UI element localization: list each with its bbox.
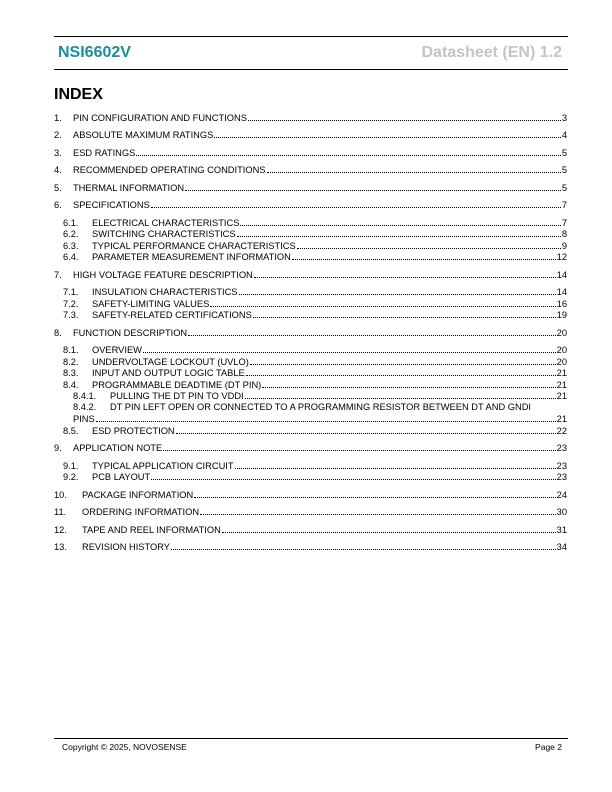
toc-entry-title: UNDERVOLTAGE LOCKOUT (UVLO) <box>92 357 249 367</box>
dot-leader <box>136 147 560 156</box>
document-version: Datasheet (EN) 1.2 <box>421 44 562 61</box>
toc-entry-number: 7.3. <box>63 310 79 320</box>
toc-entry-title: INPUT AND OUTPUT LOGIC TABLE <box>92 368 245 378</box>
toc-entry-11[interactable] <box>54 506 567 518</box>
toc-entry-number: 8.1. <box>63 345 79 355</box>
footer-rule <box>54 738 568 739</box>
toc-entry-title: DT PIN LEFT OPEN OR CONNECTED TO A PROGRAMMING RESISTOR BETWEEN DT AND GNDI <box>110 402 532 412</box>
dot-leader <box>239 286 556 295</box>
toc-entry-10[interactable] <box>54 489 567 501</box>
dot-leader <box>254 269 556 278</box>
toc-entry-page: 20 <box>556 328 567 338</box>
toc-entry-8-5[interactable] <box>63 425 567 437</box>
toc-entry-number: 7. <box>54 270 62 280</box>
dot-leader <box>194 489 555 498</box>
toc-entry-title: THERMAL INFORMATION <box>73 183 185 193</box>
toc-entry-page: 24 <box>556 490 567 500</box>
toc-entry-title: ELECTRICAL CHARACTERISTICS <box>92 218 240 228</box>
toc-entry-title: PARAMETER MEASUREMENT INFORMATION <box>92 252 291 262</box>
toc-entry-page: 3 <box>561 113 567 123</box>
toc-entry-number: 5. <box>54 183 62 193</box>
toc-entry-title: SPECIFICATIONS <box>73 200 150 210</box>
toc-entry-page: 14 <box>556 270 567 280</box>
toc-entry-number: 8. <box>54 328 62 338</box>
toc-entry-page: 5 <box>561 165 567 175</box>
toc-entry-title: PROGRAMMABLE DEADTIME (DT PIN) <box>92 380 262 390</box>
toc-entry-number: 9.2. <box>63 472 79 482</box>
toc-entry-title: ESD PROTECTION <box>92 426 175 436</box>
dot-leader <box>151 199 561 208</box>
toc-entry-title: ESD RATINGS <box>73 148 136 158</box>
dot-leader <box>248 112 561 121</box>
toc-entry-number: 9.1. <box>63 461 79 471</box>
toc-entry-number: 6.1. <box>63 218 79 228</box>
toc-entry-page: 7 <box>561 200 567 210</box>
dot-leader <box>245 390 556 399</box>
toc-entry-title: APPLICATION NOTE <box>73 443 163 453</box>
toc-entry-number: 4. <box>54 165 62 175</box>
toc-entry-title: HIGH VOLTAGE FEATURE DESCRIPTION <box>73 270 253 280</box>
toc-entry-page: 19 <box>556 310 567 320</box>
dot-leader <box>143 344 556 353</box>
product-name: NSI6602V <box>58 44 131 61</box>
toc-entry-title: TAPE AND REEL INFORMATION <box>82 525 221 535</box>
toc-entry-title-continued: PINS <box>73 414 95 424</box>
toc-entry-9-2[interactable] <box>63 471 567 483</box>
toc-entry-title: PCB LAYOUT <box>92 472 151 482</box>
dot-leader <box>210 298 555 307</box>
page-number: Page 2 <box>535 742 562 752</box>
toc-entry-13[interactable] <box>54 541 567 553</box>
header-top-rule <box>54 36 568 37</box>
toc-entry-number: 1. <box>54 113 62 123</box>
toc-entry-page: 21 <box>556 391 567 401</box>
header-bottom-rule <box>54 69 568 70</box>
toc-entry-page: 9 <box>561 241 567 251</box>
toc-entry-number: 8.4.1. <box>73 391 97 401</box>
dot-leader <box>237 228 561 237</box>
dot-leader <box>96 413 556 422</box>
toc-entry-title: REVISION HISTORY <box>82 542 170 552</box>
toc-entry-page: 21 <box>556 368 567 378</box>
toc-entry-number: 6.2. <box>63 229 79 239</box>
toc-entry-number: 13. <box>54 542 67 552</box>
toc-entry-title: ABSOLUTE MAXIMUM RATINGS <box>73 130 214 140</box>
toc-entry-12[interactable] <box>54 524 567 536</box>
toc-entry-title: TYPICAL PERFORMANCE CHARACTERISTICS <box>92 241 296 251</box>
toc-entry-title: SWITCHING CHARACTERISTICS <box>92 229 236 239</box>
dot-leader <box>151 471 555 480</box>
index-title: INDEX <box>54 86 103 103</box>
toc-entry-8-4-2[interactable] <box>73 402 531 413</box>
toc-entry-8-3[interactable] <box>63 367 567 379</box>
toc-entry-page: 20 <box>556 345 567 355</box>
dot-leader <box>171 541 556 550</box>
toc-entry-number: 2. <box>54 130 62 140</box>
dot-leader <box>292 251 556 260</box>
dot-leader <box>214 129 560 138</box>
toc-entry-number: 8.3. <box>63 368 79 378</box>
dot-leader <box>240 217 560 226</box>
dot-leader <box>163 442 555 451</box>
toc-entry-number: 7.2. <box>63 299 79 309</box>
toc-entry-page: 34 <box>556 542 567 552</box>
toc-entry-number: 12. <box>54 525 67 535</box>
toc-entry-page: 21 <box>556 414 567 424</box>
toc-entry-page: 8 <box>561 229 567 239</box>
toc-entry-page: 12 <box>556 252 567 262</box>
dot-leader <box>185 182 561 191</box>
toc-entry-number: 7.1. <box>63 287 79 297</box>
toc-entry-title: SAFETY-LIMITING VALUES <box>92 299 210 309</box>
toc-entry-number: 10. <box>54 490 67 500</box>
toc-entry-number: 6. <box>54 200 62 210</box>
toc-entry-page: 23 <box>556 472 567 482</box>
toc-entry-6[interactable] <box>54 199 567 211</box>
toc-entry-number: 8.5. <box>63 426 79 436</box>
dot-leader <box>297 240 561 249</box>
toc-entry-number: 9. <box>54 443 62 453</box>
toc-entry-number: 6.4. <box>63 252 79 262</box>
toc-entry-title: ORDERING INFORMATION <box>82 507 200 517</box>
toc-entry-5[interactable] <box>54 182 567 194</box>
dot-leader <box>267 164 561 173</box>
toc-entry-title: RECOMMENDED OPERATING CONDITIONS <box>73 165 266 175</box>
dot-leader <box>235 460 556 469</box>
toc-entry-title: SAFETY-RELATED CERTIFICATIONS <box>92 310 252 320</box>
toc-entry-page: 5 <box>561 183 567 193</box>
toc-entry-7-1[interactable] <box>63 286 567 298</box>
dot-leader <box>253 309 556 318</box>
toc-entry-8[interactable] <box>54 327 567 339</box>
toc-entry-number: 3. <box>54 148 62 158</box>
toc-entry-title: PIN CONFIGURATION AND FUNCTIONS <box>73 113 247 123</box>
toc-entry-title: PULLING THE DT PIN TO VDDI <box>110 391 244 401</box>
toc-entry-title: INSULATION CHARACTERISTICS <box>92 287 238 297</box>
toc-entry-number: 6.3. <box>63 241 79 251</box>
toc-entry-number: 11. <box>54 507 67 517</box>
copyright-notice: Copyright © 2025, NOVOSENSE <box>62 742 187 752</box>
toc-entry-2[interactable] <box>54 129 567 141</box>
toc-entry-page: 21 <box>556 380 567 390</box>
toc-entry-page: 22 <box>556 426 567 436</box>
toc-entry-8-4-1[interactable] <box>73 390 567 402</box>
toc-entry-page: 4 <box>561 130 567 140</box>
toc-entry-9[interactable] <box>54 442 567 454</box>
toc-entry-page: 23 <box>556 443 567 453</box>
toc-entry-page: 20 <box>556 357 567 367</box>
dot-leader <box>176 425 556 434</box>
toc-entry-3[interactable] <box>54 147 567 159</box>
toc-entry-6-4[interactable] <box>63 251 567 263</box>
toc-entry-page: 31 <box>556 525 567 535</box>
dot-leader <box>262 379 555 388</box>
dot-leader <box>222 524 556 533</box>
toc-entry-page: 5 <box>561 148 567 158</box>
dot-leader <box>246 367 556 376</box>
toc-entry-1[interactable] <box>54 112 567 124</box>
dot-leader <box>250 356 556 365</box>
toc-entry-page: 7 <box>561 218 567 228</box>
dot-leader <box>188 327 556 336</box>
toc-entry-page: 23 <box>556 461 567 471</box>
toc-entry-title: OVERVIEW <box>92 345 142 355</box>
toc-entry-7[interactable] <box>54 269 567 281</box>
toc-entry-4[interactable] <box>54 164 567 176</box>
toc-entry-title: FUNCTION DESCRIPTION <box>73 328 188 338</box>
toc-entry-page: 16 <box>556 299 567 309</box>
toc-entry-title: PACKAGE INFORMATION <box>82 490 194 500</box>
toc-entry-number: 8.2. <box>63 357 79 367</box>
toc-entry-8-1[interactable] <box>63 344 567 356</box>
toc-entry-number: 8.4. <box>63 380 79 390</box>
toc-entry-page: 30 <box>556 507 567 517</box>
dot-leader <box>200 506 556 515</box>
toc-entry-title: TYPICAL APPLICATION CIRCUIT <box>92 461 234 471</box>
toc-entry-8-4-2-continued[interactable] <box>73 413 567 425</box>
toc-entry-6-2[interactable] <box>63 228 567 240</box>
toc-entry-number: 8.4.2. <box>73 402 97 412</box>
toc-entry-page: 14 <box>556 287 567 297</box>
toc-entry-7-3[interactable] <box>63 309 567 321</box>
